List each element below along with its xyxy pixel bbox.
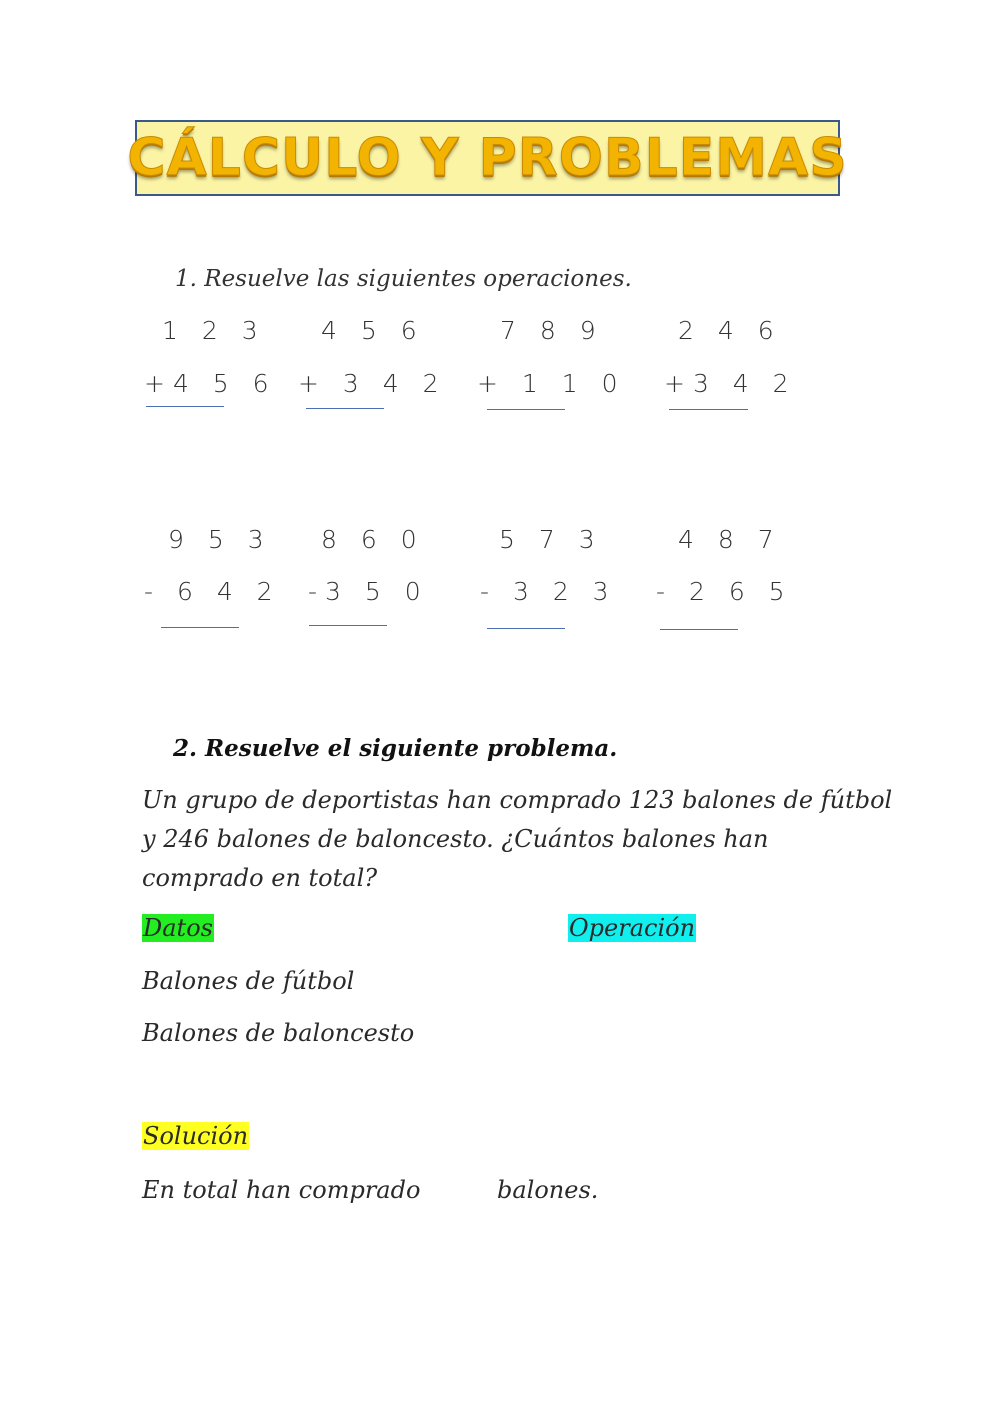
page-title: CÁLCULO Y PROBLEMAS — [127, 128, 848, 188]
section2-heading: 2. Resuelve el siguiente problema. — [173, 735, 618, 762]
operacion-label: Operación — [569, 914, 696, 942]
subtraction-4-top: 4 8 7 — [678, 525, 782, 554]
addition-1-bottom: +4 5 6 — [144, 369, 277, 398]
subtraction-3-answer-line[interactable] — [487, 628, 565, 629]
subtraction-3-bottom: - 3 2 3 — [480, 577, 617, 606]
subtraction-3-top: 5 7 3 — [499, 525, 603, 554]
addition-2-bottom: + 3 4 2 — [298, 369, 447, 398]
addition-3-bottom: + 1 1 0 — [477, 369, 626, 398]
subtraction-1-bottom: - 6 4 2 — [144, 577, 281, 606]
answer-suffix: balones. — [497, 1176, 599, 1204]
addition-1-top: 1 2 3 — [162, 316, 266, 345]
subtraction-2-top: 8 6 0 — [321, 525, 425, 554]
problem-line-1: Un grupo de deportistas han comprado 123 balones de fútbol — [142, 786, 893, 814]
datos-item-baloncesto: Balones de baloncesto — [142, 1019, 415, 1047]
addition-4-answer-line[interactable] — [669, 409, 748, 410]
subtraction-2-answer-line[interactable] — [309, 625, 387, 626]
addition-2-answer-line[interactable] — [306, 408, 384, 409]
title-banner — [127, 120, 848, 196]
problem-line-2: y 246 balones de baloncesto. ¿Cuántos balones han — [142, 825, 769, 853]
subtraction-2-bottom: -3 5 0 — [308, 577, 429, 606]
answer-prefix: En total han comprado — [142, 1176, 421, 1204]
subtraction-4-bottom: - 2 6 5 — [656, 577, 793, 606]
section1-heading: 1. Resuelve las siguientes operaciones. — [175, 266, 632, 292]
addition-3-top: 7 8 9 — [500, 316, 604, 345]
subtraction-1-top: 9 5 3 — [168, 525, 272, 554]
addition-4-top: 2 4 6 — [678, 316, 782, 345]
datos-item-futbol: Balones de fútbol — [142, 967, 355, 995]
datos-label: Datos — [143, 914, 213, 942]
subtraction-4-answer-line[interactable] — [660, 629, 738, 630]
addition-3-answer-line[interactable] — [487, 409, 565, 410]
addition-2-top: 4 5 6 — [321, 316, 425, 345]
problem-line-3: comprado en total? — [142, 864, 378, 892]
subtraction-1-answer-line[interactable] — [161, 627, 239, 628]
addition-1-answer-line[interactable] — [146, 406, 224, 407]
addition-4-bottom: +3 4 2 — [664, 369, 797, 398]
solucion-label: Solución — [143, 1122, 249, 1150]
